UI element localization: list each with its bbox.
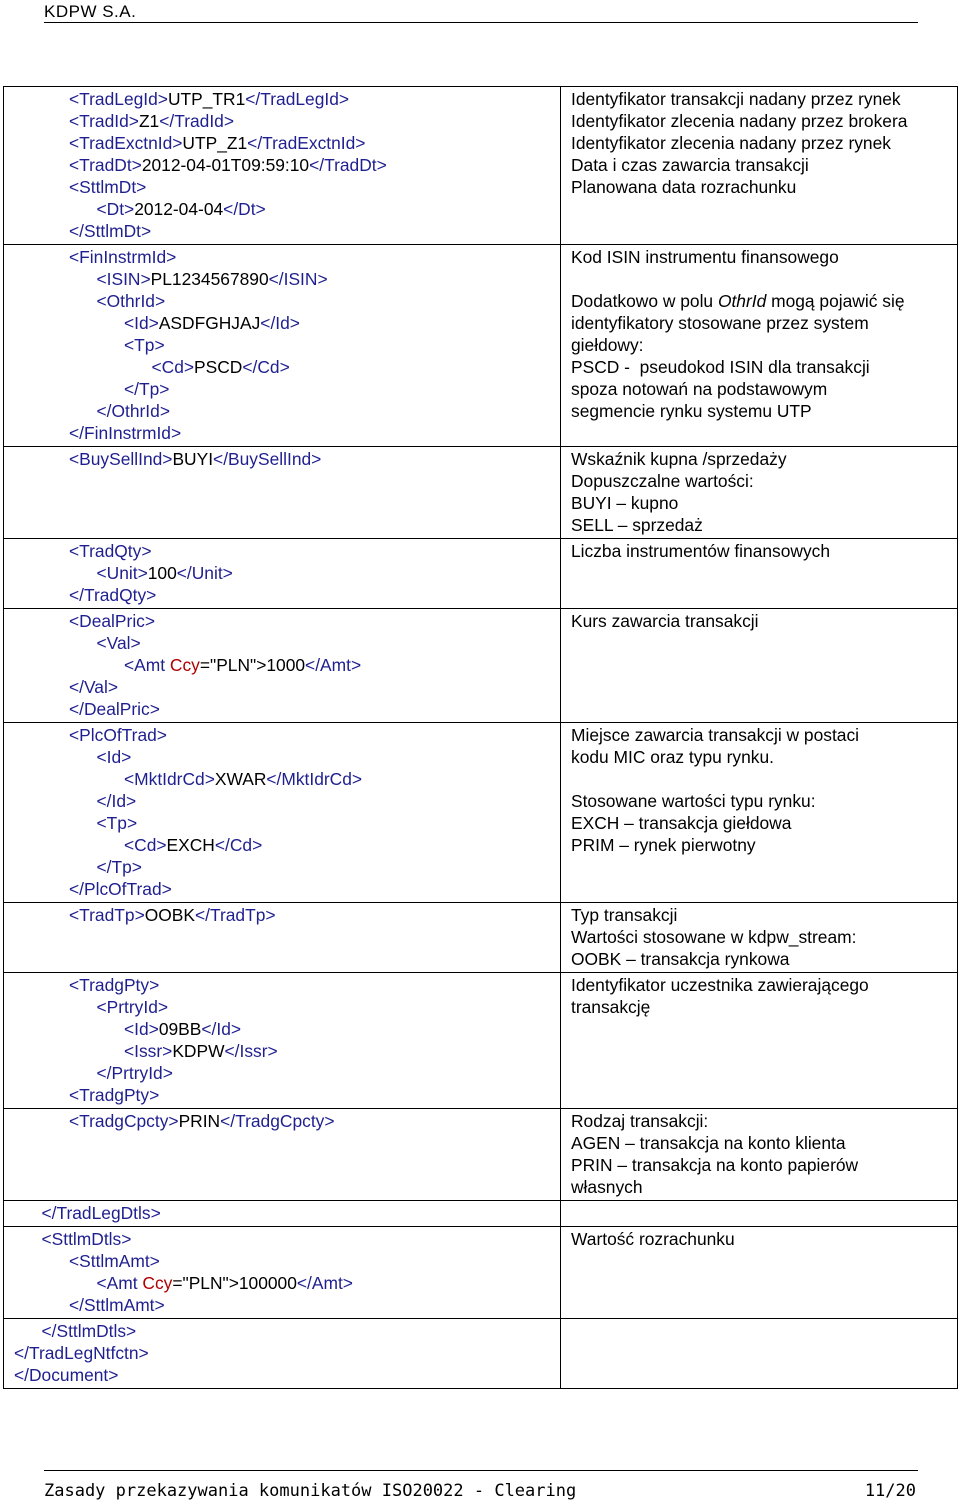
xml-value: PRIN	[178, 1111, 221, 1131]
xml-cell	[4, 903, 561, 973]
xml-line	[4, 356, 560, 378]
xml-cell	[4, 723, 561, 903]
xml-value: ="PLN">1000	[199, 655, 306, 675]
description-cell	[561, 1319, 958, 1389]
xml-value: UTP_TR1	[167, 89, 246, 109]
description-line: BUYI – kupno	[571, 493, 679, 513]
xml-line	[4, 562, 560, 584]
description-cell	[561, 1109, 958, 1201]
xml-value: KDPW	[172, 1041, 225, 1061]
xml-tag: </Id>	[96, 791, 137, 811]
xml-tag: <TradExctnId>	[69, 133, 183, 153]
description-line: kodu MIC oraz typu rynku.	[571, 747, 774, 767]
xml-attribute: Ccy	[142, 1273, 173, 1293]
table-row	[4, 1201, 958, 1227]
description-line: Stosowane wartości typu rynku:	[571, 791, 816, 811]
xml-cell	[4, 1109, 561, 1201]
xml-tag: </FinInstrmId>	[69, 423, 182, 443]
xml-line	[4, 610, 560, 632]
xml-attribute: Ccy	[169, 655, 200, 675]
table-row	[4, 87, 958, 245]
xml-line	[4, 400, 560, 422]
xml-tag: </TradId>	[159, 111, 234, 131]
xml-cell	[4, 1319, 561, 1389]
xml-tag: </TradTp>	[194, 905, 276, 925]
xml-tag: </Cd>	[242, 357, 290, 377]
description-line: Data i czas zawarcia transakcji	[571, 155, 809, 175]
xml-description-table	[3, 86, 958, 1389]
xml-line	[4, 584, 560, 606]
table-row	[4, 447, 958, 539]
description-line: Rodzaj transakcji:	[571, 1111, 709, 1131]
xml-line	[4, 812, 560, 834]
xml-line	[4, 856, 560, 878]
xml-cell	[4, 447, 561, 539]
xml-tag: </Dt>	[223, 199, 266, 219]
description-text: mogą pojawić się	[766, 291, 905, 311]
xml-value: ="PLN">100000	[172, 1273, 297, 1293]
description-cell	[561, 1201, 958, 1227]
xml-tag: </PrtryId>	[96, 1063, 173, 1083]
xml-value: 09BB	[158, 1019, 202, 1039]
xml-tag: <TradgPty>	[69, 975, 160, 995]
xml-line	[4, 654, 560, 676]
xml-tag: </MktIdrCd>	[266, 769, 363, 789]
table-row	[4, 1319, 958, 1389]
description-line: Identyfikator zlecenia nadany przez brokera	[571, 111, 908, 131]
xml-tag: <TradgCpcty>	[69, 1111, 179, 1131]
description-line: PSCD - pseudokod ISIN dla transakcji	[571, 357, 870, 377]
table-row	[4, 723, 958, 903]
xml-tag: </TradQty>	[69, 585, 157, 605]
description-text: Dodatkowo w polu	[571, 291, 718, 311]
xml-tag: <Cd>	[151, 357, 195, 377]
xml-tag: <Tp>	[96, 813, 138, 833]
xml-line	[4, 1084, 560, 1106]
xml-cell	[4, 87, 561, 245]
xml-line	[4, 676, 560, 698]
xml-line	[4, 110, 560, 132]
xml-value: 2012-04-04	[134, 199, 224, 219]
description-line	[571, 290, 957, 312]
xml-line	[4, 88, 560, 110]
xml-tag: </Cd>	[214, 835, 263, 855]
xml-tag: </TradgCpcty>	[220, 1111, 335, 1131]
description-emphasis: OthrId	[717, 291, 767, 311]
xml-cell	[4, 973, 561, 1109]
description-line: Dopuszczalne wartości:	[571, 471, 754, 491]
page-number: 11/20	[864, 1481, 916, 1501]
description-line: segmencie rynku systemu UTP	[571, 401, 812, 421]
description-line: PRIN – transakcja na konto papierów	[571, 1155, 859, 1175]
xml-line	[4, 632, 560, 654]
xml-line	[4, 448, 560, 470]
xml-value: Z1	[138, 111, 160, 131]
xml-tag: <TradId>	[69, 111, 139, 131]
xml-line	[4, 768, 560, 790]
xml-line	[4, 290, 560, 312]
xml-tag: <OthrId>	[96, 291, 166, 311]
xml-tag: <Val>	[96, 633, 141, 653]
xml-tag: <SttlmDt>	[69, 177, 147, 197]
xml-line	[4, 878, 560, 900]
description-cell	[561, 87, 958, 245]
xml-line	[4, 1040, 560, 1062]
footer-rule	[44, 1470, 918, 1471]
table-row	[4, 903, 958, 973]
xml-tag: </Val>	[69, 677, 118, 697]
table-row	[4, 245, 958, 447]
xml-tag: </ISIN>	[268, 269, 328, 289]
description-line: Miejsce zawarcia transakcji w postaci	[571, 725, 860, 745]
description-cell	[561, 539, 958, 609]
description-line: identyfikatory stosowane przez system	[571, 313, 869, 333]
description-line	[571, 268, 957, 290]
xml-tag: <SttlmAmt>	[69, 1251, 160, 1271]
xml-line	[4, 904, 560, 926]
xml-tag: </TradExctnId>	[247, 133, 366, 153]
xml-line	[4, 246, 560, 268]
xml-tag: <Id>	[124, 1019, 159, 1039]
xml-tag: <Id>	[96, 747, 132, 767]
xml-value: OOBK	[144, 905, 195, 925]
xml-line	[4, 996, 560, 1018]
description-line: OOBK – transakcja rynkowa	[571, 949, 790, 969]
xml-tag: </OthrId>	[96, 401, 170, 421]
xml-value: 100	[147, 563, 177, 583]
xml-line	[4, 334, 560, 356]
description-line: Kod ISIN instrumentu finansowego	[571, 247, 839, 267]
xml-line	[4, 1062, 560, 1084]
description-cell	[561, 973, 958, 1109]
xml-tag: </Tp>	[124, 379, 170, 399]
xml-value: BUYI	[172, 449, 214, 469]
xml-cell	[4, 245, 561, 447]
xml-tag: </Unit>	[176, 563, 233, 583]
xml-line	[4, 198, 560, 220]
description-line: Typ transakcji	[571, 905, 678, 925]
description-line: AGEN – transakcja na konto klienta	[571, 1133, 846, 1153]
description-line: Wskaźnik kupna /sprzedaży	[571, 449, 787, 469]
xml-tag: </SttlmDt>	[69, 221, 152, 241]
xml-tag: <Tp>	[124, 335, 165, 355]
description-cell	[561, 903, 958, 973]
description-line: Liczba instrumentów finansowych	[571, 541, 831, 561]
xml-line	[4, 378, 560, 400]
xml-cell	[4, 609, 561, 723]
xml-tag: </PlcOfTrad>	[69, 879, 172, 899]
xml-tag: <DealPric>	[69, 611, 156, 631]
xml-tag: </Id>	[201, 1019, 242, 1039]
xml-line	[4, 1250, 560, 1272]
xml-line	[4, 1294, 560, 1316]
table-row	[4, 539, 958, 609]
xml-cell	[4, 1227, 561, 1319]
description-line: PRIM – rynek pierwotny	[571, 835, 756, 855]
table-row	[4, 1227, 958, 1319]
description-line: Wartość rozrachunku	[571, 1229, 735, 1249]
header-rule	[44, 22, 918, 23]
xml-tag: <TradLegId>	[69, 89, 168, 109]
xml-value: PSCD	[194, 357, 243, 377]
xml-tag: <TradQty>	[69, 541, 152, 561]
xml-line	[4, 1228, 560, 1250]
xml-line	[4, 1342, 560, 1364]
xml-tag: <Issr>	[124, 1041, 173, 1061]
xml-line	[4, 132, 560, 154]
xml-value: XWAR	[214, 769, 267, 789]
description-line: EXCH – transakcja giełdowa	[571, 813, 792, 833]
xml-tag: </TradDt>	[309, 155, 387, 175]
xml-line	[4, 540, 560, 562]
xml-value: PL1234567890	[150, 269, 269, 289]
description-line: Identyfikator uczestnika zawierającego	[571, 975, 869, 995]
xml-line	[4, 974, 560, 996]
xml-line	[4, 176, 560, 198]
xml-tag: <SttlmDtls>	[41, 1229, 132, 1249]
description-line: Kurs zawarcia transakcji	[571, 611, 759, 631]
xml-tag: <PlcOfTrad>	[69, 725, 167, 745]
description-cell	[561, 723, 958, 903]
description-cell	[561, 1227, 958, 1319]
description-line: giełdowy:	[571, 335, 644, 355]
description-line: Planowana data rozrachunku	[571, 177, 797, 197]
xml-line	[4, 312, 560, 334]
description-cell	[561, 245, 958, 447]
xml-tag: <BuySellInd>	[69, 449, 173, 469]
xml-line	[4, 834, 560, 856]
header-company: KDPW S.A.	[44, 2, 137, 21]
xml-tag: </DealPric>	[69, 699, 160, 719]
xml-tag: </TradLegDtls>	[41, 1203, 161, 1223]
description-line: spoza notowań na podstawowym	[571, 379, 828, 399]
xml-tag: <Id>	[124, 313, 159, 333]
xml-tag: <TradDt>	[69, 155, 142, 175]
xml-cell	[4, 1201, 561, 1227]
xml-line	[4, 790, 560, 812]
table-row	[4, 1109, 958, 1201]
xml-tag: </Tp>	[96, 857, 142, 877]
xml-line	[4, 746, 560, 768]
xml-value: UTP_Z1	[182, 133, 248, 153]
xml-line	[4, 1202, 560, 1224]
xml-tag: <TradgPty>	[69, 1085, 160, 1105]
xml-cell	[4, 539, 561, 609]
xml-line	[4, 268, 560, 290]
xml-tag: <PrtryId>	[96, 997, 169, 1017]
description-line: Identyfikator transakcji nadany przez rynek	[571, 89, 901, 109]
xml-tag: </TradLegNtfctn>	[14, 1343, 149, 1363]
xml-value: 2012-04-01T09:59:10	[141, 155, 310, 175]
xml-tag: <Amt	[96, 1273, 143, 1293]
table-row	[4, 973, 958, 1109]
xml-tag: <TradTp>	[69, 905, 145, 925]
xml-tag: </BuySellInd>	[213, 449, 322, 469]
description-line: Wartości stosowane w kdpw_stream:	[571, 927, 857, 947]
xml-tag: <ISIN>	[96, 269, 151, 289]
xml-value: ASDFGHJAJ	[158, 313, 261, 333]
xml-tag: </TradLegId>	[245, 89, 350, 109]
description-cell	[561, 447, 958, 539]
xml-tag: <MktIdrCd>	[124, 769, 215, 789]
xml-line	[4, 422, 560, 444]
xml-line	[4, 698, 560, 720]
xml-tag: </SttlmDtls>	[41, 1321, 137, 1341]
xml-value: EXCH	[166, 835, 215, 855]
xml-line	[4, 154, 560, 176]
xml-tag: <Cd>	[124, 835, 167, 855]
xml-line	[4, 220, 560, 242]
description-cell	[561, 609, 958, 723]
xml-line	[4, 1364, 560, 1386]
xml-tag: </Document>	[14, 1365, 119, 1385]
xml-tag: </Amt>	[305, 655, 362, 675]
xml-tag: </Issr>	[224, 1041, 278, 1061]
xml-line	[4, 1272, 560, 1294]
xml-tag: </Amt>	[296, 1273, 353, 1293]
xml-tag: <FinInstrmId>	[69, 247, 177, 267]
xml-tag: <Unit>	[96, 563, 148, 583]
xml-tag: </SttlmAmt>	[69, 1295, 165, 1315]
xml-tag: <Amt	[124, 655, 170, 675]
description-line: transakcję	[571, 997, 651, 1017]
xml-line	[4, 1320, 560, 1342]
footer-title: Zasady przekazywania komunikatów ISO20022 - Clearing	[44, 1481, 577, 1501]
description-line: SELL – sprzedaż	[571, 515, 703, 535]
description-line: Identyfikator zlecenia nadany przez rynek	[571, 133, 891, 153]
xml-tag: </Id>	[260, 313, 300, 333]
xml-tag: <Dt>	[96, 199, 135, 219]
xml-line	[4, 724, 560, 746]
description-line: własnych	[571, 1177, 643, 1197]
xml-line	[4, 1110, 560, 1132]
table-row	[4, 609, 958, 723]
description-line	[571, 768, 957, 790]
xml-line	[4, 1018, 560, 1040]
